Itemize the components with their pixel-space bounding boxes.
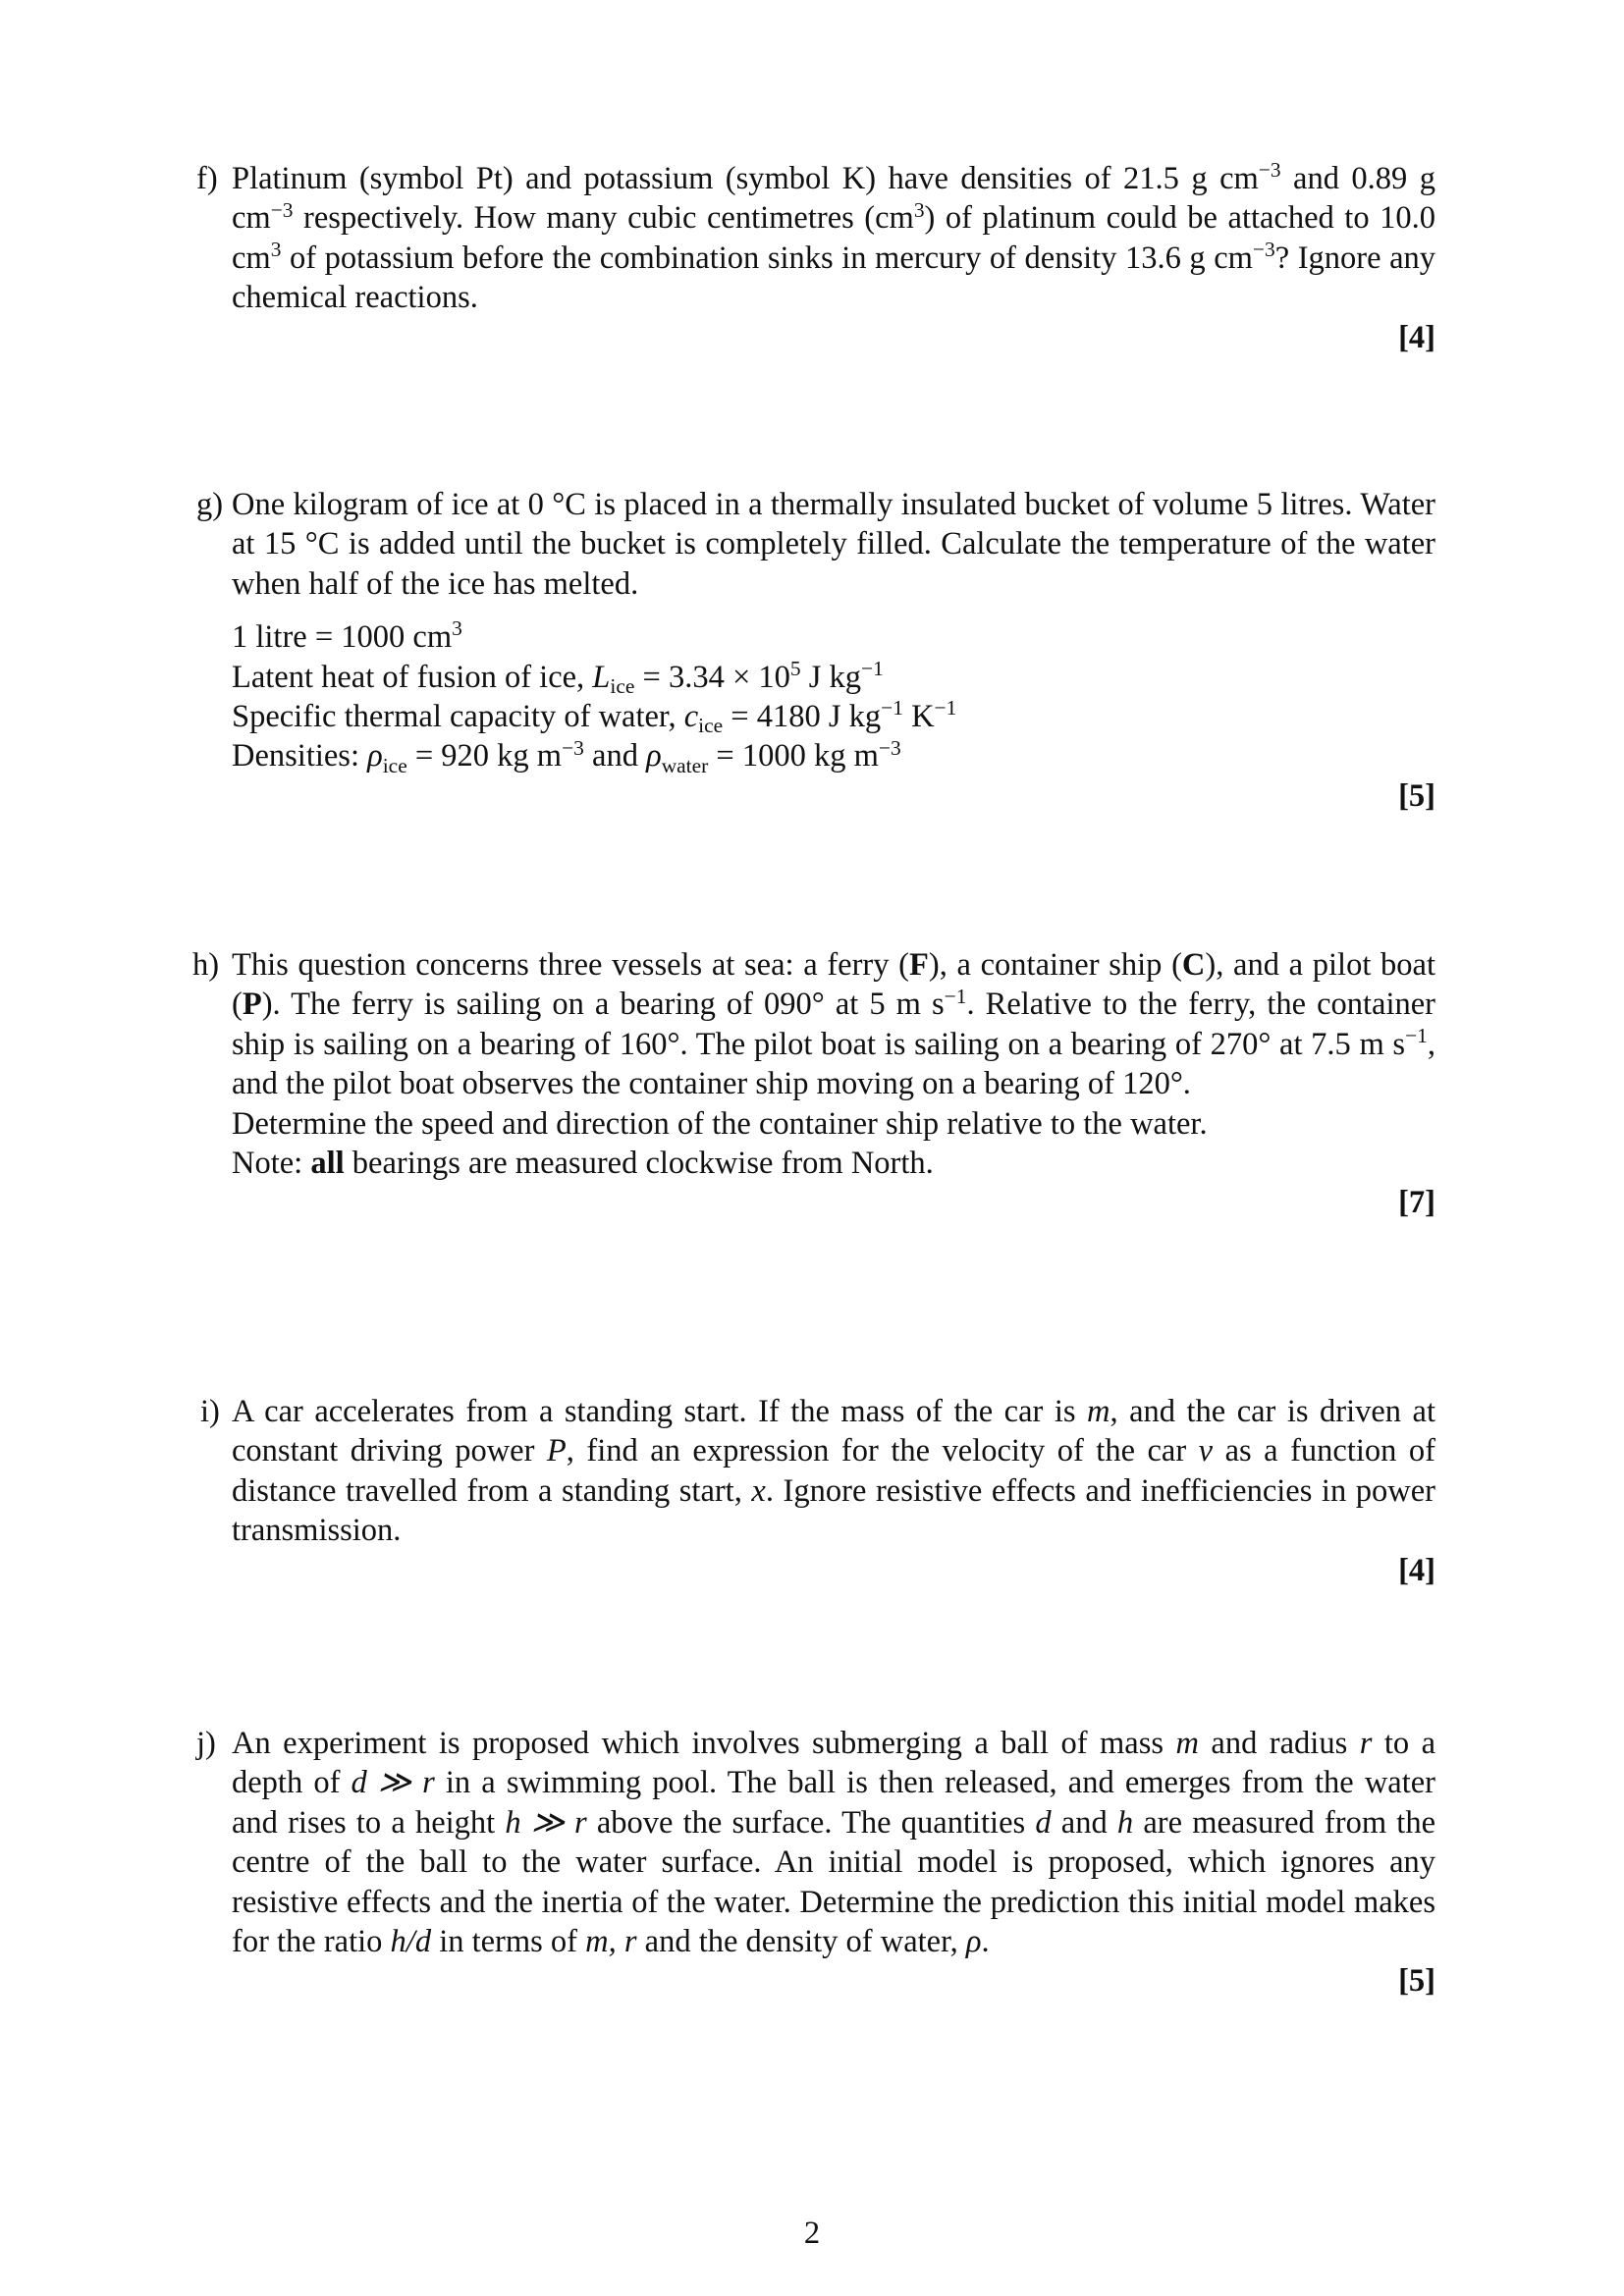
superscript: 3 — [452, 616, 462, 641]
marks-label: [4] — [1398, 319, 1435, 355]
subscript: ice — [698, 714, 724, 738]
superscript: −3 — [270, 197, 294, 222]
superscript: 3 — [913, 197, 925, 222]
text-run: = 920 kg m — [406, 738, 563, 774]
text-run: . — [981, 1924, 990, 1960]
superscript: −1 — [944, 984, 967, 1008]
text-run: of potassium before the combination sinks in mercury of density 13.6 g cm — [281, 240, 1253, 276]
math-symbol: ρ — [646, 738, 662, 774]
text-run: = 4180 J kg — [723, 699, 882, 735]
bold-text: F — [909, 947, 929, 983]
superscript: 3 — [270, 238, 282, 262]
question-instruction: Determine the speed and direction of the container ship relative to the water. — [232, 1105, 1208, 1142]
superscript: −1 — [881, 696, 903, 721]
text-run: One kilogram of ice at 0 °C is placed in a thermally insulated bucket of volume 5 litres. Water at 15 °C is added until the bucket is completely filled. Calculate the temperature of the water when half of the ice has melted. — [232, 487, 1435, 602]
text-run: and radius — [1198, 1726, 1360, 1761]
text-run: J kg — [800, 659, 862, 695]
subscript: ice — [382, 753, 407, 777]
text-run: , and the car is driven at constant driving power — [232, 1394, 1435, 1469]
question-f — [196, 158, 1436, 357]
math-symbol: ρ — [367, 738, 383, 774]
math-symbol: d — [1035, 1804, 1052, 1841]
text-run: A car accelerates from a standing start. If the mass of the car is — [232, 1394, 1087, 1429]
given-litre — [232, 617, 1435, 657]
text-run: to a depth of — [232, 1726, 1435, 1801]
text-run: bearings are measured clockwise from North. — [344, 1146, 934, 1182]
text-run: above the surface. The quantities — [586, 1804, 1036, 1841]
bold-text: C — [1181, 947, 1206, 983]
math-symbol: m — [1086, 1394, 1110, 1429]
question-label: j) — [196, 1726, 216, 1761]
given-data — [232, 617, 1435, 776]
math-symbol: d ≫ r — [351, 1765, 435, 1801]
text-run: . Ignore resistive effects and inefficiencies in power transmission. — [232, 1472, 1435, 1549]
question-note — [232, 1144, 1435, 1183]
text-run: and the density of water, — [636, 1924, 966, 1960]
text-run: Platinum (symbol Pt) and potassium (symbol K) have densities of 21.5 g cm — [232, 161, 1259, 196]
text-run: in terms of — [431, 1924, 586, 1960]
text-run: respectively. How many cubic centimetres (cm — [293, 200, 914, 237]
text-run: ) of platinum could be attached to 10.0 cm — [232, 200, 1435, 276]
question-text — [232, 1724, 1435, 1961]
math-symbol: h/d — [390, 1924, 432, 1960]
marks-label: [5] — [1398, 1963, 1435, 2000]
text-run: , find an expression for the velocity of the car — [566, 1433, 1199, 1469]
math-symbol: x — [751, 1472, 766, 1509]
math-symbol: m, r — [585, 1924, 637, 1960]
question-g — [196, 485, 1435, 816]
math-symbol: L — [592, 659, 611, 695]
superscript: −3 — [562, 735, 584, 760]
text-run: and 0.89 g cm — [232, 161, 1435, 237]
math-symbol: r — [1359, 1726, 1373, 1761]
question-text — [232, 945, 1435, 1104]
question-text — [232, 1392, 1435, 1551]
math-symbol: c — [683, 699, 699, 735]
given-specific-heat — [232, 697, 1435, 736]
text-run: This question concerns three vessels at sea: a ferry ( — [232, 947, 910, 983]
text-run: ? Ignore any chemical reactions. — [232, 240, 1436, 316]
superscript: −1 — [1405, 1024, 1428, 1048]
question-text — [232, 159, 1435, 318]
text-run: Latent heat of fusion of ice, — [232, 659, 593, 695]
math-symbol: ρ — [965, 1924, 982, 1960]
bold-text: P — [242, 987, 262, 1023]
subscript: ice — [610, 674, 635, 699]
marks-label: [5] — [1398, 777, 1435, 814]
text-run: An experiment is proposed which involves submerging a ball of mass — [232, 1726, 1176, 1761]
text-run: ). The ferry is sailing on a bearing of 090° at 5 m s — [261, 987, 945, 1023]
text-run: and — [1051, 1804, 1117, 1841]
text-run: 1 litre = 1000 cm — [232, 619, 453, 656]
superscript: −3 — [1252, 238, 1275, 262]
text-run: Specific thermal capacity of water, — [232, 699, 684, 735]
text-run: ), and a pilot boat ( — [232, 947, 1436, 1023]
text-run: . Relative to the ferry, the container ship is sailing on a bearing of 160°. The pilot boat is sailing on a bearing of 270° at 7.5 m s — [232, 987, 1435, 1062]
superscript: −3 — [1258, 158, 1281, 183]
question-text — [232, 485, 1435, 604]
text-run: K — [902, 699, 935, 735]
marks-label: [7] — [1398, 1185, 1435, 1221]
superscript: −1 — [934, 696, 957, 721]
subscript: water — [661, 753, 709, 777]
text-run: Densities: — [232, 738, 368, 774]
text-run: and — [583, 738, 647, 774]
page-number: 2 — [803, 2216, 821, 2251]
question-label: h) — [192, 947, 220, 983]
math-symbol: P — [546, 1433, 567, 1469]
text-run: as a function of distance travelled from a standing start, — [232, 1433, 1435, 1509]
text-run: = 3.34 × 10 — [634, 659, 790, 695]
question-label: i) — [200, 1394, 220, 1429]
math-symbol: h ≫ r — [505, 1804, 587, 1841]
given-latent-heat — [232, 658, 1435, 697]
given-densities — [232, 736, 1435, 775]
question-i — [200, 1392, 1435, 1590]
math-symbol: m — [1175, 1726, 1199, 1761]
math-symbol: v — [1198, 1433, 1214, 1469]
bold-text: all — [310, 1146, 345, 1182]
marks-label: [4] — [1398, 1552, 1435, 1588]
text-run: , and the pilot boat observes the container ship moving on a bearing of 120°. — [232, 1026, 1435, 1102]
text-run: Note: — [232, 1146, 311, 1182]
text-run: = 1000 kg m — [708, 738, 879, 774]
question-label: f) — [196, 161, 218, 196]
text-run: are measured from the centre of the ball to the water surface. An initial model is proposed, which ignores any resistive effects and the inertia of the water. Determine the prediction this initial model makes for the ratio — [232, 1804, 1435, 1960]
superscript: 5 — [789, 656, 801, 680]
math-symbol: h — [1116, 1804, 1134, 1841]
question-label: g) — [196, 487, 224, 522]
question-h — [192, 945, 1436, 1223]
superscript: −1 — [861, 656, 884, 680]
text-run: in a swimming pool. The ball is then released, and emerges from the water and rises to a height — [232, 1765, 1435, 1841]
superscript: −3 — [878, 735, 901, 760]
question-j — [196, 1724, 1435, 2002]
text-run: ), a container ship ( — [928, 947, 1182, 983]
